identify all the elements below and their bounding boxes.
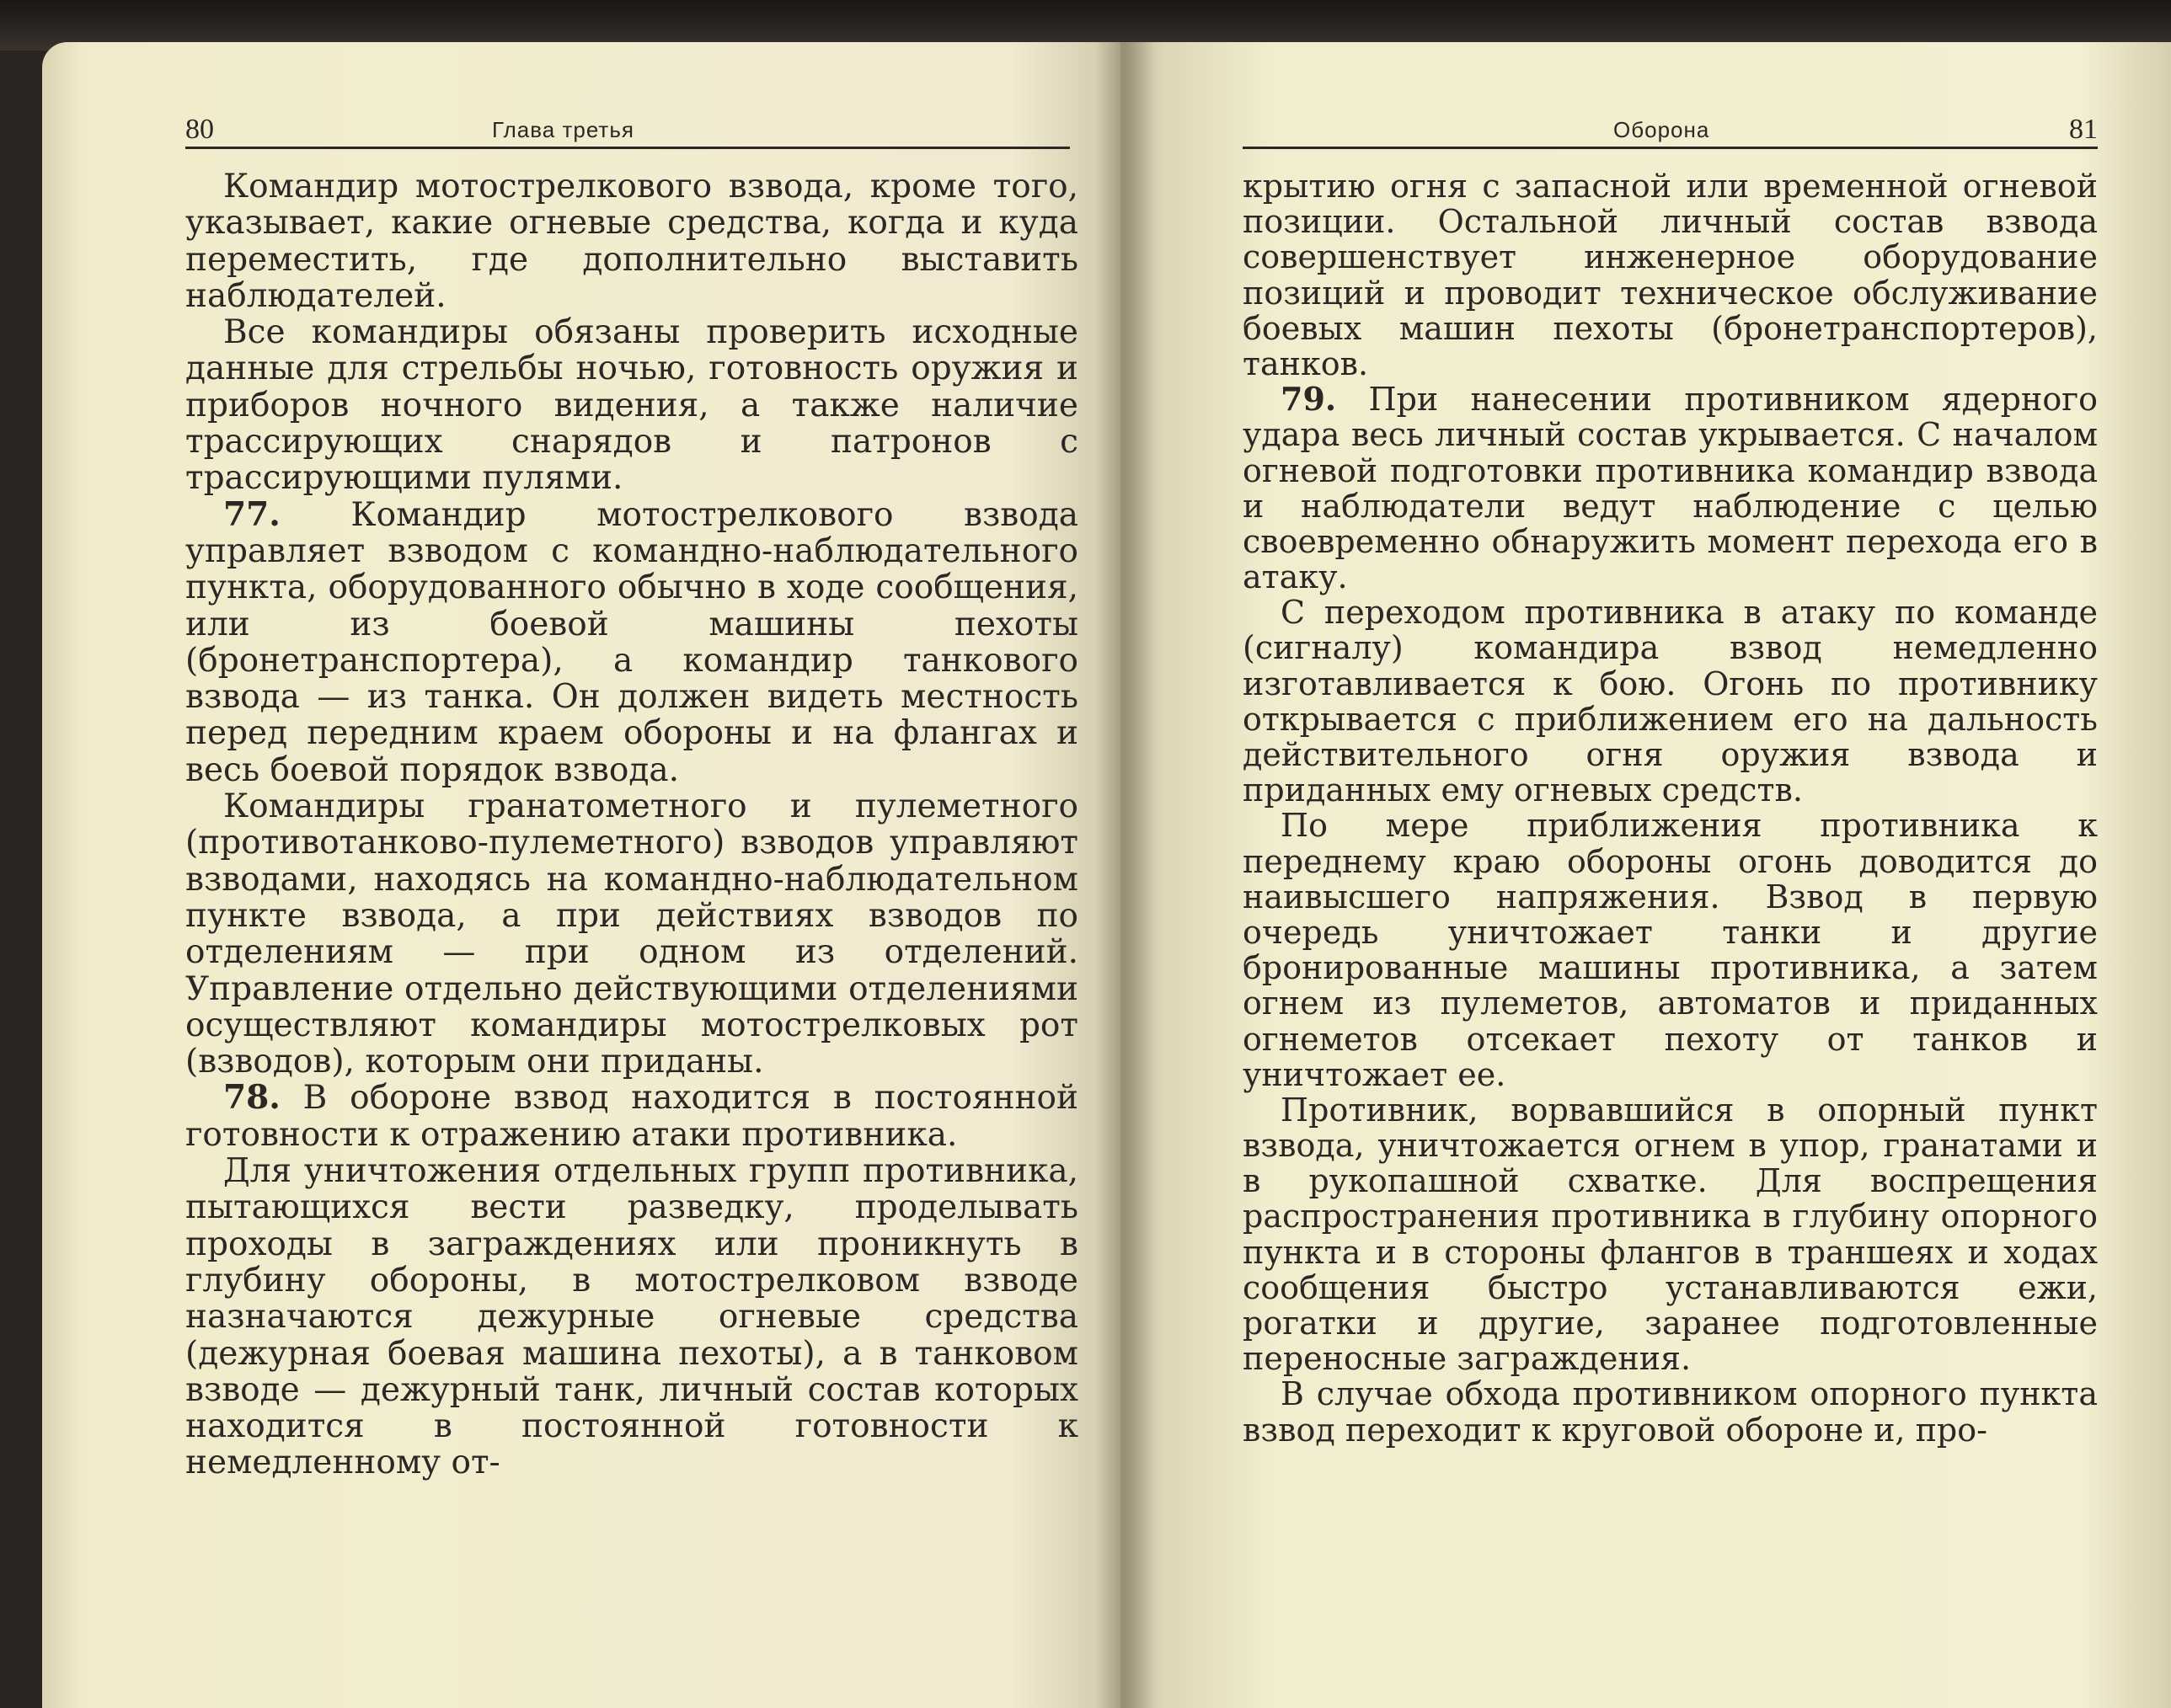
paragraph-text: В случае обхода противником опорного пункта взвод переходит к круговой обороне и, про- <box>1243 1375 2098 1449</box>
paragraph-text: Командиры гранатометного и пулеметного (противотанково-пулеметного) взводов управляют взводами, находясь на командно-наблюдательном пункте взвода, а при действиях взводов по отделениям — при одном из отделений. Управление отдельно действующими отделениями осуществляют командиры мотострелковых рот (взводов), которым они приданы. <box>185 787 1078 1081</box>
paragraph-text: Все командиры обязаны проверить исходные данные для стрельбы ночью, готовность оружия и приборов ночного видения, а также наличие трассирующих снарядов и патронов с трассирующими пулями. <box>185 313 1078 498</box>
paragraph <box>1243 168 2098 382</box>
paragraph-number: 77. <box>223 494 281 534</box>
paragraph-text: Командир мотострелкового взвода, кроме того, указывает, какие огневые средства, когда и куда переместить, где дополнительно выставить наблюдателей. <box>185 168 1078 315</box>
book-gutter <box>1095 42 1154 1708</box>
left-page <box>42 42 1120 1708</box>
paragraph-number: 78. <box>223 1078 281 1118</box>
page-number: 80 <box>185 114 214 145</box>
paragraph-text: При нанесении противником ядерного удара весь личный состав укрывается. С началом огневой подготовки противника командир взвода и наблюдатели ведут наблюдение с целью своевременно обнаружить момент перехода его в атаку. <box>1243 381 2098 596</box>
page-number: 81 <box>2069 114 2098 145</box>
paragraph-text: Командир мотострелкового взвода управляет взводом с командно-наблюдательного пункта, оборудованного обычно в ходе сообщения, или из боевой машины пехоты (бронетранспортера), а командир танкового взвода — из танка. Он должен видеть местность перед передним краем обороны и на флангах и весь боевой порядок взвода. <box>185 495 1078 789</box>
paragraph-text: По мере приближения противника к переднему краю обороны огонь доводится до наивысшего напряжения. Взвод в первую очередь уничтожает танки и другие бронированные машины противника, а затем огнем из пулеметов, автоматов и приданных огнеметов отсекает пехоту от танков и уничтожает ее. <box>1243 807 2098 1093</box>
right-page <box>1120 42 2171 1708</box>
paragraph-text: Противник, ворвавшийся в опорный пункт взвода, уничтожается огнем в упор, гранатами и в рукопашной схватке. Для воспрещения распространения противника в глубину опорного пункта и в стороны флангов в траншеях и ходах сообщения быстро устанавливаются ежи, рогатки и другие, заранее подготовленные переносные заграждения. <box>1243 1091 2098 1378</box>
right-page-header <box>1243 103 2098 149</box>
paragraph-text: В обороне взвод находится в постоянной готовности к отражению атаки противника. <box>185 1079 1079 1154</box>
paragraph <box>1243 808 2098 1092</box>
paragraph <box>1243 1092 2098 1377</box>
paragraph <box>185 314 1078 496</box>
paragraph <box>185 168 1078 314</box>
paragraph <box>185 1153 1078 1481</box>
paragraph <box>185 788 1078 1080</box>
paragraph <box>1243 382 2098 595</box>
paragraph <box>1243 595 2098 808</box>
paragraph <box>185 494 1078 789</box>
running-head: Оборона <box>1613 117 1710 142</box>
paragraph-number: 79. <box>1281 380 1337 419</box>
paragraph <box>1243 1376 2098 1447</box>
running-head: Глава третья <box>492 117 634 142</box>
paragraph <box>185 1080 1078 1153</box>
paragraph-text: Для уничтожения отдельных групп противника, пытающихся вести разведку, проделывать проходы в заграждениях или проникнуть в глубину обороны, в мотострелковом взводе назначаются дежурные огневые средства (дежурная боевая машина пехоты), а в танковом взводе — дежурный танк, личный состав которых находится в постоянной готовности к немедленному от- <box>185 1152 1078 1482</box>
paragraph-text: С переходом противника в атаку по команде (сигналу) командира взвод немедленно изготавливается к бою. Огонь по противнику открывается с приближением его на дальность действительного огня оружия взвода и приданных ему огневых средств. <box>1243 594 2098 809</box>
left-page-text <box>185 168 1078 1481</box>
right-page-text <box>1243 168 2098 1448</box>
left-page-header <box>185 103 1070 149</box>
paragraph-text: крытию огня с запасной или временной огневой позиции. Остальной личный состав взвода совершенствует инженерное оборудование позиций и проводит техническое обслуживание боевых машин пехоты (бронетранспортеров), танков. <box>1243 168 2098 382</box>
